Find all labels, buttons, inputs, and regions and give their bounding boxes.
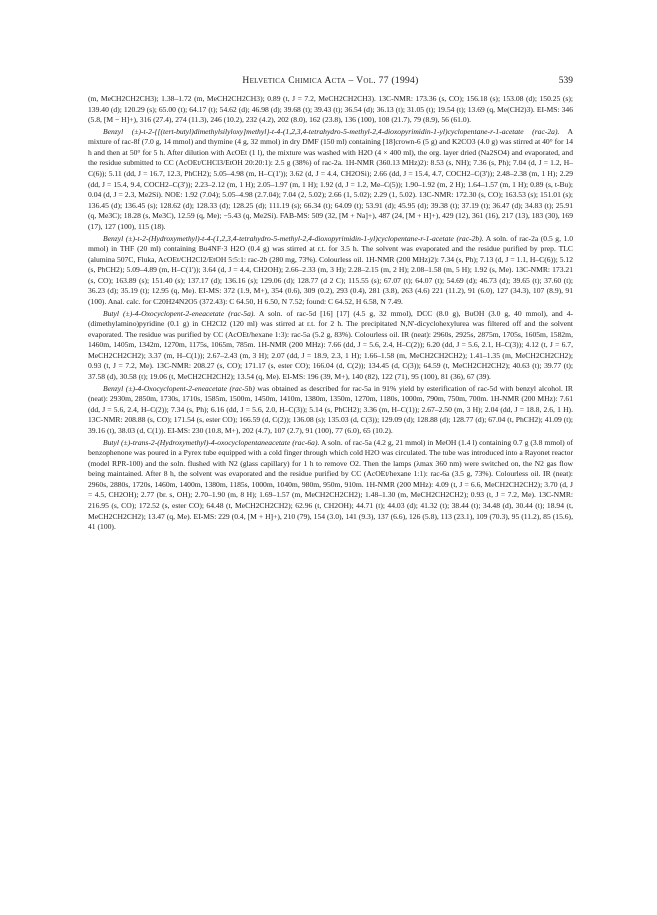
compound-title: Benzyl (±)-4-Oxocyclopent-2-eneacetate (rac-5b) — [103, 383, 255, 393]
paragraph-rac-2b — [88, 234, 573, 308]
page-number: 539 — [558, 76, 573, 86]
paragraph-rac-5b — [88, 384, 573, 437]
paragraph-rac-5a — [88, 309, 573, 383]
journal-title: Helvetica Chimica Acta – Vol. 77 (1994) — [242, 76, 419, 86]
paragraph-text: was obtained as described for rac-5a in 91% yield by esterification of rac-5d with benzyl alcohol. IR (neat): 2930m, 2850m, 1730s, 1710s, 1585m, 1500m, 1450m, 1410m, 1380m, 1350m, 1270m, 1180s, 1000m, 790m, 750m, 700m. 1H-NMR (200 MHz): 7.61 (dd, J = 5.6, 2.4, H–C(2)); 7.34 (s, Ph); 6.16 (dd, J = 5.6, 2.0, H–C(3)); 5.14 (s, PhCH2); 3.36 (m, H–C(1)); 2.67–2.50 (m, 3 H); 2.04 (dd, J = 18.8, 2.6, 1 H). 13C-NMR: 208.88 (s, CO); 171.54 (s, ester CO); 166.59 (d, C(2)); 136.08 (s); 135.03 (d, C(3)); 129.09 (d); 128.88 (d); 128.77 (d); 67.04 (t, PhCH2); 41.09 (t); 39.16 (t), 38.03 (d, C(1)). EI-MS: 230 (10.8, M+), 202 (4.7), 107 (2.7), 91 (100), 77 (6.0), 65 (10.2). — [88, 383, 573, 435]
compound-title: Butyl (±)-trans-2-(Hydroxymethyl)-4-oxocyclopentaneacetate (rac-6a). — [103, 437, 320, 447]
paragraph-rac-2a — [88, 127, 573, 233]
paragraph-text: A soln. of rac-5d [16] [17] (4.5 g, 32 mmol), DCC (8.0 g), BuOH (3.0 g, 40 mmol), and 4-(dimethylamino)pyridine (0.1 g) in CH2Cl2 (120 ml) was stirred at r.t. for 2 h. The precipitated N,N'-dicyclohexylurea was filtered off and the solvent evaporated. The residue was purified by CC (AcOEt/hexane 1:3): rac-5a (5.2 g, 83%). Colourless oil. IR (neat): 2960s, 2925s, 2875m, 1705s, 1605m, 1582m, 1460m, 1405m, 1342m, 1270m, 1175s, 1065m, 785m. 1H-NMR (200 MHz): 7.66 (dd, J = 5.6, 2.4, H–C(2)); 6.20 (dd, J = 5.6, 2.1, H–C(3)); 4.12 (t, J = 6.7, MeCH2CH2CH2); 3.37 (m, H–C(1)); 2.67–2.43 (m, 3 H); 2.07 (dd, J = 18.9, 2.3, 1 H); 1.66–1.58 (m, MeCH2CH2CH2); 1.41–1.35 (m, MeCH2CH2CH2); 0.93 (t, J = 7.2, Me). 13C-NMR: 208.27 (s, CO); 171.17 (s, ester CO); 166.04 (d, C(2)); 134.45 (d, C(3)); 64.59 (t, MeCH2CH2CH2); 40.63 (t); 39.77 (t); 37.58 (d), 30.58 (t); 19.06 (t, MeCH2CH2CH2); 13.54 (q, Me). EI-MS: 196 (39, M+), 140 (82), 122 (71), 95 (100), 81 (36), 67 (39). — [88, 308, 573, 382]
paragraph-rac-6a — [88, 438, 573, 533]
compound-title: Butyl (±)-4-Oxocyclopent-2-eneacetate (rac-5a). — [103, 308, 256, 318]
compound-title: Benzyl (±)-t-2-{[(tert-butyl)dimethylsilyloxy]methyl}-t-4-(1,2,3,4-tetrahydro-5-methyl-2,4-dioxopyrimidin-1-yl)cyclopentane-r-1-acetate (rac-2a). — [103, 126, 560, 136]
paragraph-text: A mixture of rac-8f (7.0 g, 14 mmol) and thymine (4 g, 32 mmol) in dry DMF (150 ml) containing [18]crown-6 (5 g) and K2CO3 (4.0 g) was stirred at 40° for 14 h and then at 50° for 5 h. After dilution with AcOEt (1 l), the mixture was washed with H2O (4 × 400 ml), the org. layer dried (Na2SO4) and evaporated, and the residue submitted to CC (AcOEt/CHCl3/EtOH 20:20:1): 2.5 g (38%) of rac-2a. 1H-NMR (360.13 MHz)2): 8.53 (s, NH); 7.36 (s, Ph); 7.04 (d, J = 1.2, H–C(6)); 5.11 (dd, J = 16.7, 12.3, PhCH2); 5.05–4.98 (m, H–C(1')); 3.62 (d, J = 4.4, CH2OSi); 2.66 (dd, J = 15.4, 4.7, COCH2–C(3')); 2.48–2.38 (m, 1 H); 2.29 (dd, J = 15.4, 9.4, COCH2–C(3')); 2.23–2.12 (m, 1 H); 2.05–1.97 (m, 1 H); 1.92 (d, J = 1.2, Me–C(5)); 1.90–1.92 (m, 2 H); 1.64–1.57 (m, 1 H); 0.89 (s, t-Bu); 0.04 (d, J = 2.3, Me2Si). NOE: 1.92 (7.04); 5.05–4.98 (2.7.04); 7.04 (2, 5.02); 2.66 (1, 5.02); 2.29 (1, 5.02). 13C-NMR: 172.30 (s, CO); 163.53 (s); 151.01 (s); 136.45 (d); 136.45 (s); 128.62 (d); 128.33 (d); 128.25 (d); 111.19 (s); 66.34 (t); 64.09 (t); 53.91 (d); 45.95 (d); 39.38 (t); 37.19 (t); 36.47 (d); 34.83 (t); 25.91 (q, Me3C); 18.28 (s, Me3C), 12.59 (q, Me); −5.43 (q, Me2Si). FAB-MS: 509 (32, [M + Na]+), 487 (24, [M + H]+), 429 (12), 361 (16), 217 (13), 183 (30), 169 (17), 127 (100), 115 (18). — [88, 126, 573, 231]
compound-title: Benzyl (±)-t-2-(Hydroxymethyl)-t-4-(1,2,3,4-tetrahydro-5-methyl-2,4-dioxopyrimidin-1-yl)cyclopentane-r-1-acetate (rac-2b). — [103, 233, 484, 243]
paragraph-text: (m, MeCH2CH2CH3); 1.38–1.72 (m, MeCH2CH2CH3); 0.89 (t, J = 7.2, MeCH2CH2CH3). 13C-NMR: 173.36 (s, CO); 156.18 (s); 153.08 (d); 150.25 (s); 139.40 (d); 120.29 (s); 65.00 (t); 64.17 (t); 54.62 (d); 46.98 (d); 39.68 (t); 39.43 (t); 36.54 (d); 36.13 (t); 31.05 (t); 19.54 (t); 13.69 (q, Me(CH2)3). EI-MS: 346 (5.8, [M − H]+), 316 (27.4), 274 (11.3), 246 (10.2), 232 (4.2), 202 (8.0), 162 (23.8), 136 (100), 108 (21.7), 79 (8.9), 56 (61.0). — [88, 94, 573, 125]
paragraph-text: A soln. of rac-2a (0.5 g, 1.0 mmol) in THF (20 ml) containing Bu4NF·3 H2O (0.4 g) was stirred at r.t. for 3.5 h. The solvent was evaporated and the residue purified by prep. TLC (alumina 507C, Fluka, AcOEt/CH2Cl2/EtOH 5:5:1: rac-2b (280 mg, 73%). Colourless oil. 1H-NMR (200 MHz)2): 7.34 (s, Ph); 7.13 (d, J = 1.1, H–C(6)); 5.12 (s, PhCH2); 5.09–4.89 (m, H–C(1')); 3.64 (d, J = 4.4, CH2OH); 2.66–2.33 (m, 3 H); 2.28–2.15 (m, 2 H); 2.08–1.58 (m, 5 H); 1.92 (s, Me). 13C-NMR: 173.21 (s, CO); 163.89 (s); 151.40 (s); 137.17 (d); 136.16 (s); 129.06 (d); 128.77 (d 2 C); 115.55 (s); 67.07 (t); 64.07 (t); 54.69 (d); 46.73 (d); 39.65 (t); 37.60 (t); 36.23 (d); 35.19 (t); 12.95 (q, Me). EI-MS: 372 (1.9, M+), 354 (0.6), 309 (0.2), 293 (0.4), 281 (3.8), 263 (4.6) 221 (11.2), 91 (6.0), 127 (34.3), 107 (8.9), 91 (100). Anal. calc. for C20H24N2O5 (372.43): C 64.50, H 6.50, N 7.52; found: C 64.52, H 6.58, N 7.49. — [88, 233, 574, 306]
experimental-text — [88, 94, 573, 533]
running-header — [88, 76, 573, 90]
paragraph-continuation — [88, 94, 573, 126]
paragraph-text: A soln. of rac-5a (4.2 g, 21 mmol) in MeOH (1.4 l) containing 0.7 g (3.8 mmol) of benzophenone was poured in a Pyrex tube equipped with a cold finger through which cold H2O was circulated. The tube was introduced into a Rayonet reactor (model RPR-100) and the soln. flushed with N2 (glass capillary) for 1 h to remove O2. Then the lamps (λmax 360 nm) were switched on, the N2 gas flow being maintained. After 8 h, the solvent was evaporated and the residue purified by CC (AcOEt/hexane 1:1): rac-6a (3.5 g, 73%). Colourless oil. IR (neat): 2960s, 2880s, 1720s, 1460m, 1400m, 1380m, 1185s, 1000m, 1040m, 980m, 950m, 910m. 1H-NMR (200 MHz): 4.09 (t, J = 6.6, MeCH2CH2CH2); 3.70 (d, J = 4.5, CH2OH); 2.77 (br. s, OH); 2.70–1.90 (m, 8 H); 1.69–1.57 (m, MeCH2CH2CH2); 1.48–1.30 (m, MeCH2CH2CH2); 0.93 (t, J = 7.2, Me). 13C-NMR: 216.95 (s, CO); 172.52 (s, ester CO); 64.48 (t, MeCH2CH2CH2); 62.96 (t, CH2OH); 44.71 (t); 44.03 (d); 41.32 (t); 38.44 (t); 34.48 (d), 30.44 (t); 18.94 (t, MeCH2CH2CH2); 13.47 (q, Me). EI-MS: 229 (0.4, [M + H]+), 210 (79), 154 (3.0), 141 (9.3), 137 (6.6), 126 (5.8), 113 (23.1), 109 (70.3), 95 (11.2), 85 (15.6), 41 (100). — [88, 437, 573, 532]
